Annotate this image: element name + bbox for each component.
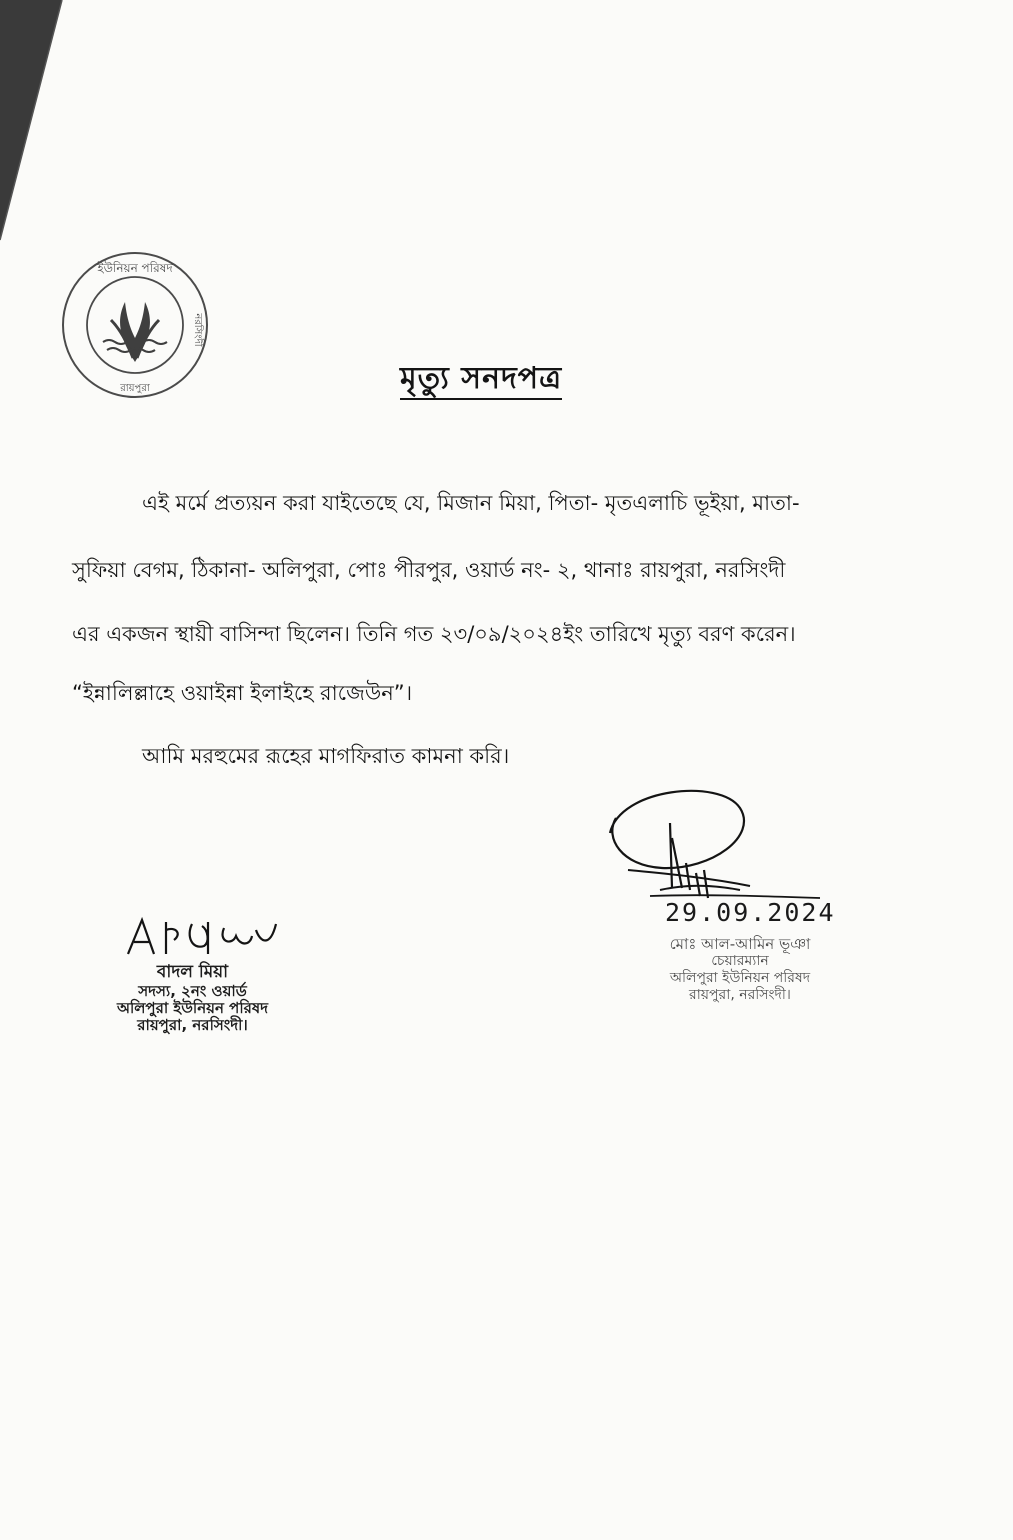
body-line-1: এই মর্মে প্রত্যয়ন করা যাইতেছে যে, মিজান মিয়া, পিতা- মৃতএলাচি ভূইয়া, মাতা- — [142, 491, 800, 515]
member-signature — [120, 912, 290, 962]
chairman-location: রায়পুরা, নরসিংদী। — [689, 987, 791, 1003]
member-location: রায়পুরা, নরসিংদী। — [137, 1016, 248, 1034]
chairman-title: চেয়ারম্যান — [711, 953, 769, 969]
body-line-3: এর একজন স্থায়ী বাসিন্দা ছিলেন। তিনি গত ২৩/০৯/২০২৪ইং তারিখে মৃত্যু বরণ করেন। — [72, 622, 796, 646]
member-title: সদস্য, ২নং ওয়ার্ড — [138, 982, 247, 1000]
body-line-2: সুফিয়া বেগম, ঠিকানা- অলিপুরা, পোঃ পীরপুর, ওয়ার্ড নং- ২, থানাঃ রায়পুরা, নরসিংদী — [72, 558, 786, 582]
member-stamp — [70, 962, 315, 1034]
union-parishad-seal — [55, 250, 215, 400]
chairman-office: অলিপুরা ইউনিয়ন পরিষদ — [669, 970, 811, 986]
page-fold-shadow — [0, 0, 70, 1540]
member-name: বাদল মিয়া — [156, 962, 229, 982]
chairman-sign-date: 29.09.2024 — [665, 898, 836, 927]
chairman-signature — [600, 778, 830, 908]
svg-text:নরসিংদী: নরসিংদী — [192, 313, 203, 347]
svg-text:ইউনিয়ন পরিষদ: ইউনিয়ন পরিষদ — [97, 261, 173, 275]
document-title: মৃত্যু সনদপত্র — [400, 362, 562, 400]
member-office: অলিপুরা ইউনিয়ন পরিষদ — [116, 999, 269, 1017]
svg-text:রায়পুরা: রায়পুরা — [120, 383, 150, 394]
chairman-stamp — [620, 935, 860, 1004]
body-line-5: আমি মরহুমের রূহের মাগফিরাত কামনা করি। — [142, 744, 510, 768]
body-line-4: “ইন্নালিল্লাহে ওয়াইন্না ইলাইহে রাজেউন”। — [72, 681, 413, 705]
chairman-name: মোঃ আল-আমিন ভূঞা — [669, 935, 811, 953]
